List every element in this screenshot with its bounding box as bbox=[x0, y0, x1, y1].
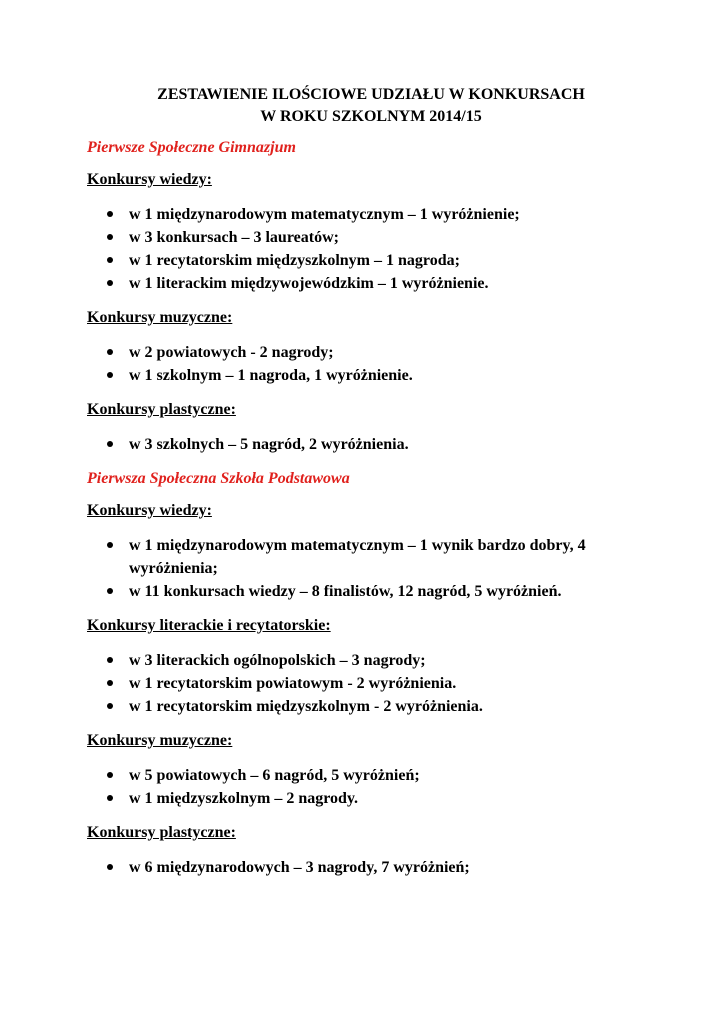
bullet-icon bbox=[107, 542, 113, 548]
section-heading: Konkursy muzyczne: bbox=[87, 732, 233, 749]
section-heading: Konkursy plastyczne: bbox=[87, 401, 236, 418]
bullet-icon bbox=[107, 349, 113, 355]
bullet-icon bbox=[107, 795, 113, 801]
list-item-text: w 5 powiatowych – 6 nagród, 5 wyróżnień; bbox=[129, 767, 420, 784]
document-title bbox=[87, 84, 655, 128]
bullet-list bbox=[87, 649, 655, 718]
list-item bbox=[87, 226, 655, 249]
bullet-icon bbox=[107, 372, 113, 378]
bullet-icon bbox=[107, 280, 113, 286]
list-item-text: w 1 międzyszkolnym – 2 nagrody. bbox=[129, 790, 359, 807]
list-item-text: w 3 literackich ogólnopolskich – 3 nagrody; bbox=[129, 652, 426, 669]
bullet-icon bbox=[107, 680, 113, 686]
list-item-text: w 2 powiatowych - 2 nagrody; bbox=[129, 344, 334, 361]
list-item bbox=[87, 203, 655, 226]
bullet-icon bbox=[107, 441, 113, 447]
section-heading: Konkursy muzyczne: bbox=[87, 309, 233, 326]
bullet-list bbox=[87, 203, 655, 295]
list-item bbox=[87, 341, 655, 364]
list-item bbox=[87, 787, 655, 810]
bullet-icon bbox=[107, 234, 113, 240]
bullet-list bbox=[87, 856, 655, 879]
bullet-icon bbox=[107, 772, 113, 778]
bullet-icon bbox=[107, 257, 113, 263]
list-item-text: w 1 międzynarodowym matematycznym – 1 wyróżnienie; bbox=[129, 206, 520, 223]
bullet-list bbox=[87, 433, 655, 456]
section-heading: Konkursy literackie i recytatorskie: bbox=[87, 617, 331, 634]
bullet-list bbox=[87, 341, 655, 387]
school-heading: Pierwsze Społeczne Gimnazjum bbox=[87, 139, 296, 156]
list-item bbox=[87, 272, 655, 295]
list-item bbox=[87, 580, 655, 603]
list-item-text: w 1 recytatorskim powiatowym - 2 wyróżnienia. bbox=[129, 675, 457, 692]
list-item-text: w 1 recytatorskim międzyszkolnym – 1 nagroda; bbox=[129, 252, 460, 269]
bullet-icon bbox=[107, 864, 113, 870]
list-item bbox=[87, 364, 655, 387]
bullet-icon bbox=[107, 211, 113, 217]
list-item-text: w 1 recytatorskim międzyszkolnym - 2 wyróżnienia. bbox=[129, 698, 483, 715]
document-content bbox=[87, 138, 655, 879]
section-heading: Konkursy plastyczne: bbox=[87, 824, 236, 841]
section-heading: Konkursy wiedzy: bbox=[87, 171, 212, 188]
list-item-text: w 1 międzynarodowym matematycznym – 1 wynik bardzo dobry, 4 wyróżnienia; bbox=[129, 537, 586, 577]
section-heading: Konkursy wiedzy: bbox=[87, 502, 212, 519]
list-item-text: w 3 konkursach – 3 laureatów; bbox=[129, 229, 339, 246]
list-item bbox=[87, 856, 655, 879]
bullet-list bbox=[87, 534, 655, 603]
title-line-2: W ROKU SZKOLNYM 2014/15 bbox=[260, 108, 482, 125]
bullet-icon bbox=[107, 657, 113, 663]
bullet-list bbox=[87, 764, 655, 810]
title-line-1: ZESTAWIENIE ILOŚCIOWE UDZIAŁU W KONKURSACH bbox=[157, 86, 585, 103]
list-item bbox=[87, 695, 655, 718]
list-item-text: w 11 konkursach wiedzy – 8 finalistów, 12 nagród, 5 wyróżnień. bbox=[129, 583, 562, 600]
list-item-text: w 1 szkolnym – 1 nagroda, 1 wyróżnienie. bbox=[129, 367, 413, 384]
list-item bbox=[87, 534, 655, 580]
list-item-text: w 3 szkolnych – 5 nagród, 2 wyróżnienia. bbox=[129, 436, 409, 453]
bullet-icon bbox=[107, 703, 113, 709]
list-item-text: w 6 międzynarodowych – 3 nagrody, 7 wyróżnień; bbox=[129, 859, 470, 876]
list-item bbox=[87, 249, 655, 272]
list-item bbox=[87, 672, 655, 695]
list-item bbox=[87, 433, 655, 456]
list-item-text: w 1 literackim międzywojewódzkim – 1 wyróżnienie. bbox=[129, 275, 489, 292]
list-item bbox=[87, 649, 655, 672]
list-item bbox=[87, 764, 655, 787]
bullet-icon bbox=[107, 588, 113, 594]
school-heading: Pierwsza Społeczna Szkoła Podstawowa bbox=[87, 470, 350, 487]
